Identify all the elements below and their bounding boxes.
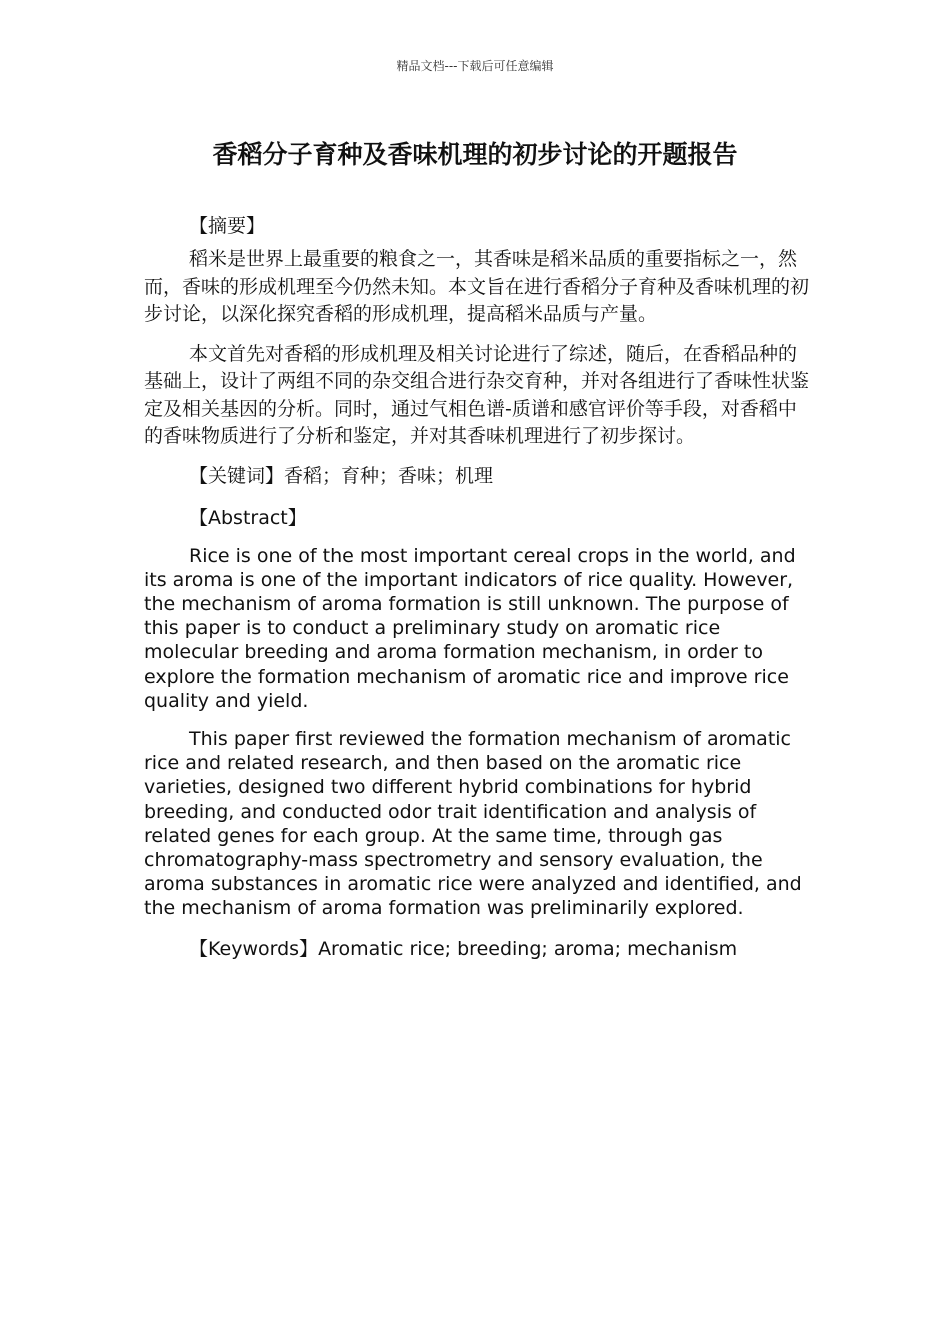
keywords-zh xyxy=(144,462,810,490)
abstract-en-paragraph-1: Rice is one of the most important cereal crops in the world, and its aroma is one of the important indicators of rice quality. However, the mechanism of aroma formation is still unknown. The purpose of this paper is to conduct a preliminary study on aromatic rice molecular breeding and aroma formation mechanism, in order to explore the formation mechanism of aromatic rice and improve rice quality and yield. xyxy=(144,544,796,712)
abstract-zh-paragraph-2: 本文首先对香稻的形成机理及相关讨论进行了综述，随后，在香稻品种的基础上，设计了两组不同的杂交组合进行杂交育种，并对各组进行了香味性状鉴定及相关基因的分析。同时，通过气相色谱-质谱和感官评价等手段，对香稻中的香味物质进行了分析和鉴定，并对其香味机理进行了初步探讨。 xyxy=(144,342,810,447)
abstract-en-paragraph-2: This paper first reviewed the formation mechanism of aromatic rice and related research, and then based on the aromatic rice varieties, designed two different hybrid combinations for hybrid breeding, and conducted odor trait identification and analysis of related genes for each group. At the same time, through gas chromatography-mass spectrometry and sensory evaluation, the aroma substances in aromatic rice were analyzed and identified, and the mechanism of aroma formation was preliminarily explored. xyxy=(144,727,802,920)
abstract-zh-paragraph-1: 稻米是世界上最重要的粮食之一，其香味是稻米品质的重要指标之一，然而，香味的形成机理至今仍然未知。本文旨在进行香稻分子育种及香味机理的初步讨论，以深化探究香稻的形成机理，提高稻米品质与产量。 xyxy=(144,248,810,325)
keywords-en-text: Aromatic rice; breeding; aroma; mechanism xyxy=(318,937,738,960)
page-title: 香稻分子育种及香味机理的初步讨论的开题报告 xyxy=(212,140,738,169)
abstract-zh-label: 【摘要】 xyxy=(189,215,266,237)
abstract-en-label: 【Abstract】 xyxy=(189,506,307,529)
header-note: 精品文档---下载后可任意编辑 xyxy=(396,59,554,73)
keywords-en xyxy=(144,935,810,963)
keywords-zh-label: 【关键词】 xyxy=(189,464,285,487)
keywords-en-label: 【Keywords】 xyxy=(189,937,319,960)
keywords-zh-text: 香稻；育种；香味；机理 xyxy=(284,464,494,487)
document-body xyxy=(144,212,810,963)
